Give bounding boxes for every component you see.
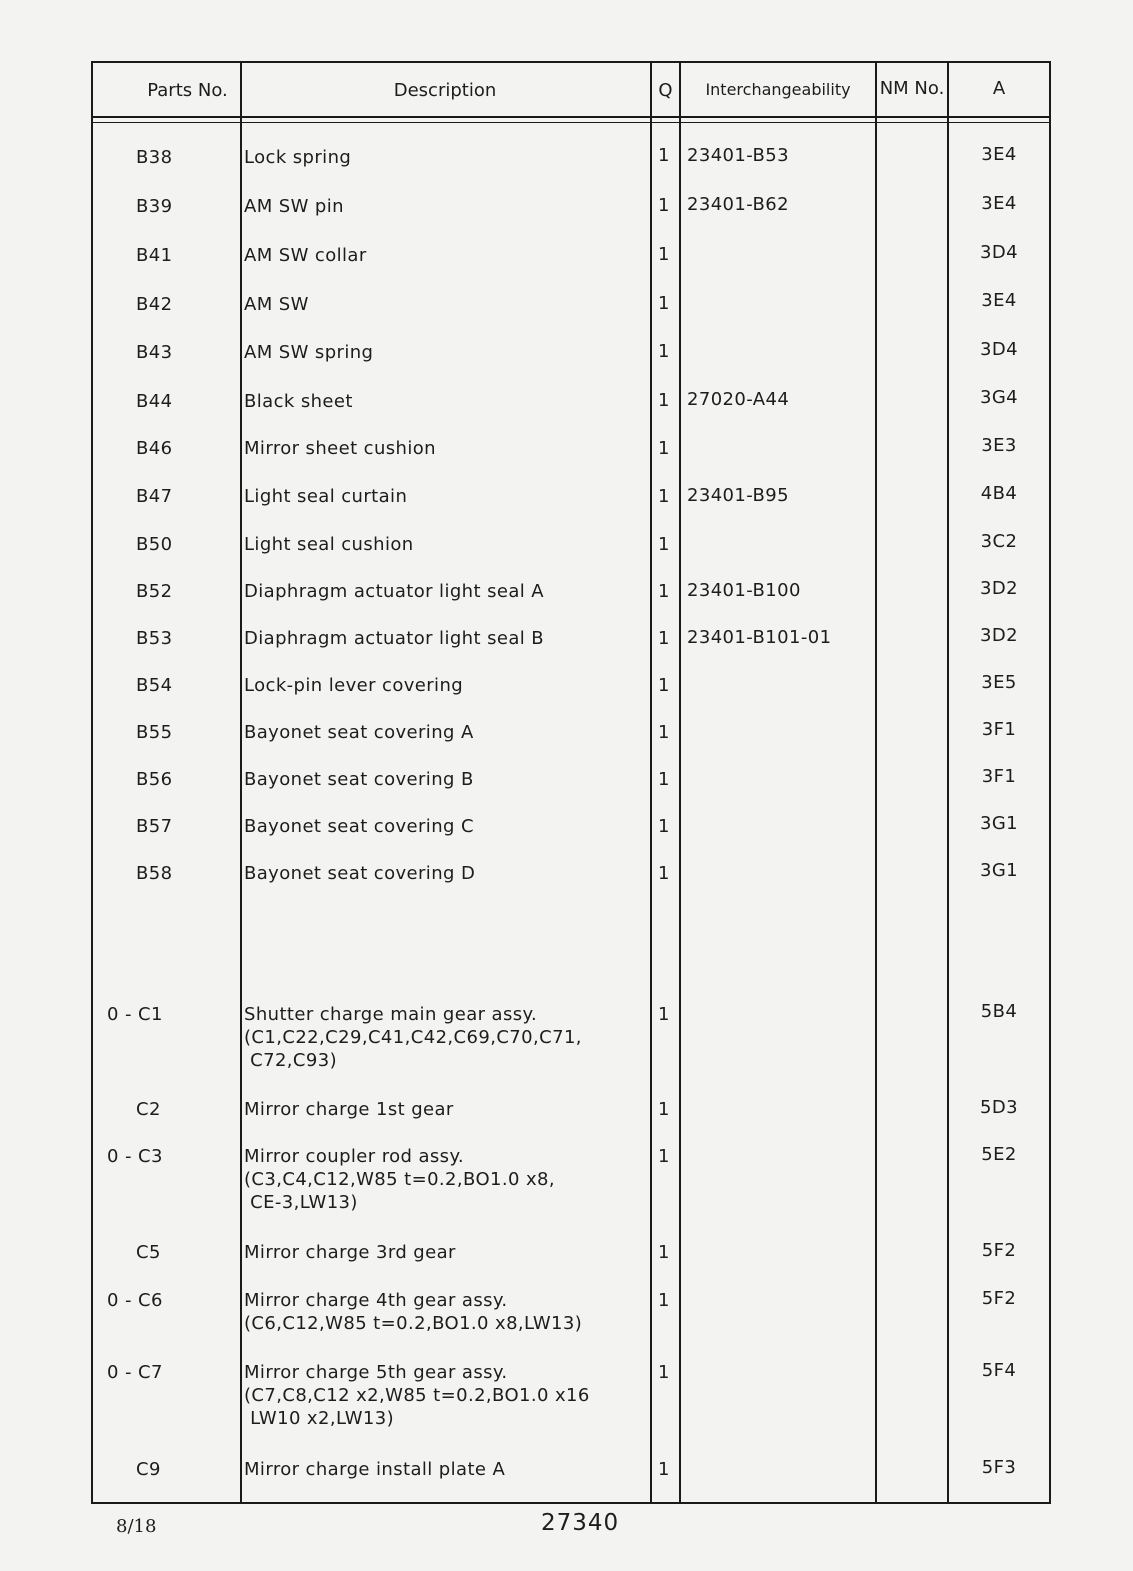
cell-a: 3E4: [981, 290, 1017, 311]
cell-description: AM SW: [244, 294, 309, 315]
cell-description: Mirror sheet cushion: [244, 438, 436, 459]
cell-a: 5F3: [981, 1457, 1017, 1478]
cell-interchangeability: 27020-A44: [687, 389, 790, 410]
cell-description: Light seal cushion: [244, 534, 414, 555]
col-divider-parts-desc: [240, 61, 242, 1504]
cell-description: Bayonet seat covering A: [244, 722, 474, 743]
cell-q: 1: [658, 816, 670, 837]
cell-a: 5E2: [981, 1144, 1017, 1165]
cell-description: Mirror charge 3rd gear: [244, 1242, 456, 1263]
cell-q: 1: [658, 390, 670, 411]
cell-a: 3D2: [980, 578, 1018, 599]
cell-parts-no: B41: [136, 245, 173, 266]
cell-parts-no: B44: [136, 391, 173, 412]
cell-a: 3G1: [979, 860, 1019, 881]
cell-parts-no: 0 - C6: [107, 1290, 163, 1311]
cell-parts-no: B57: [136, 816, 173, 837]
cell-description: Diaphragm actuator light seal A: [244, 581, 544, 602]
cell-q: 1: [658, 1242, 670, 1263]
cell-interchangeability: 23401-B62: [687, 194, 789, 215]
cell-parts-no: B42: [136, 294, 173, 315]
cell-a: 3E5: [981, 672, 1017, 693]
cell-parts-no: B53: [136, 628, 173, 649]
cell-parts-no: B43: [136, 342, 173, 363]
cell-q: 1: [658, 675, 670, 696]
document-code: 27340: [541, 1510, 620, 1536]
cell-q: 1: [658, 244, 670, 265]
cell-a: 3G4: [979, 387, 1019, 408]
cell-a: 3D4: [980, 339, 1018, 360]
cell-q: 1: [658, 1459, 670, 1480]
cell-interchangeability: 23401-B100: [687, 580, 801, 601]
cell-interchangeability: 23401-B101-01: [687, 627, 832, 648]
cell-description: Diaphragm actuator light seal B: [244, 628, 545, 649]
cell-parts-no: B47: [136, 486, 173, 507]
cell-interchangeability: 23401-B53: [687, 145, 789, 166]
cell-q: 1: [658, 486, 670, 507]
col-divider-inter-nm: [875, 61, 877, 1504]
cell-description: Bayonet seat covering D: [244, 863, 476, 884]
cell-a: 5B4: [980, 1001, 1018, 1022]
header-a: A: [992, 78, 1006, 99]
header-double-rule: [91, 122, 1051, 123]
cell-parts-no: B46: [136, 438, 173, 459]
cell-description: Mirror coupler rod assy. (C3,C4,C12,W85 t=0.2,BO1.0 x8, CE-3,LW13): [244, 1146, 555, 1213]
col-divider-q-inter: [679, 61, 681, 1504]
cell-q: 1: [658, 581, 670, 602]
cell-q: 1: [658, 722, 670, 743]
cell-q: 1: [658, 195, 670, 216]
cell-parts-no: C5: [136, 1242, 161, 1263]
cell-a: 3E4: [981, 193, 1017, 214]
cell-description: Mirror charge install plate A: [244, 1459, 506, 1480]
header-nm-no: NM No.: [879, 78, 945, 99]
col-divider-desc-q: [650, 61, 652, 1504]
cell-description: AM SW pin: [244, 196, 344, 217]
cell-q: 1: [658, 145, 670, 166]
cell-q: 1: [658, 341, 670, 362]
cell-parts-no: C2: [136, 1099, 161, 1120]
cell-description: AM SW spring: [244, 342, 374, 363]
header-q: Q: [658, 80, 673, 101]
cell-a: 5F2: [981, 1288, 1017, 1309]
cell-a: 5D3: [980, 1097, 1018, 1118]
cell-parts-no: 0 - C3: [107, 1146, 163, 1167]
cell-a: 3F1: [981, 766, 1017, 787]
cell-parts-no: 0 - C7: [107, 1362, 163, 1383]
cell-a: 5F4: [981, 1360, 1017, 1381]
cell-interchangeability: 23401-B95: [687, 485, 789, 506]
cell-description: AM SW collar: [244, 245, 367, 266]
cell-a: 3C2: [980, 531, 1018, 552]
cell-parts-no: B38: [136, 147, 173, 168]
cell-description: Mirror charge 4th gear assy. (C6,C12,W85 t=0.2,BO1.0 x8,LW13): [244, 1290, 583, 1334]
cell-parts-no: B58: [136, 863, 173, 884]
cell-q: 1: [658, 1099, 670, 1120]
header-description: Description: [393, 80, 497, 101]
cell-parts-no: C9: [136, 1459, 161, 1480]
cell-description: Bayonet seat covering B: [244, 769, 474, 790]
cell-q: 1: [658, 628, 670, 649]
cell-parts-no: B39: [136, 196, 173, 217]
cell-q: 1: [658, 863, 670, 884]
cell-q: 1: [658, 1146, 670, 1167]
header-parts-no: Parts No.: [147, 80, 228, 101]
cell-parts-no: B52: [136, 581, 173, 602]
cell-q: 1: [658, 1290, 670, 1311]
col-divider-left: [91, 61, 93, 1504]
table-bottom-border: [91, 1502, 1051, 1504]
cell-parts-no: B56: [136, 769, 173, 790]
cell-description: Mirror charge 1st gear: [244, 1099, 454, 1120]
cell-description: Light seal curtain: [244, 486, 408, 507]
cell-description: Lock-pin lever covering: [244, 675, 464, 696]
cell-description: Shutter charge main gear assy. (C1,C22,C29,C41,C42,C69,C70,C71, C72,C93): [244, 1004, 582, 1071]
cell-a: 3E4: [981, 144, 1017, 165]
cell-a: 3F1: [981, 719, 1017, 740]
cell-parts-no: 0 - C1: [107, 1004, 163, 1025]
cell-q: 1: [658, 1362, 670, 1383]
cell-q: 1: [658, 769, 670, 790]
cell-description: Bayonet seat covering C: [244, 816, 474, 837]
cell-parts-no: B54: [136, 675, 173, 696]
cell-q: 1: [658, 534, 670, 555]
header-bottom-border: [91, 116, 1051, 118]
col-divider-right: [1049, 61, 1051, 1504]
cell-description: Mirror charge 5th gear assy. (C7,C8,C12 x2,W85 t=0.2,BO1.0 x16 LW10 x2,LW13): [244, 1362, 590, 1429]
cell-a: 3E3: [981, 435, 1017, 456]
table-top-border: [91, 61, 1051, 63]
cell-a: 5F2: [981, 1240, 1017, 1261]
cell-q: 1: [658, 1004, 670, 1025]
cell-q: 1: [658, 438, 670, 459]
cell-description: Black sheet: [244, 391, 353, 412]
cell-parts-no: B50: [136, 534, 173, 555]
page-number: 8/18: [116, 1516, 157, 1537]
cell-a: 3D4: [980, 242, 1018, 263]
cell-q: 1: [658, 293, 670, 314]
cell-description: Lock spring: [244, 147, 352, 168]
cell-a: 3G1: [979, 813, 1019, 834]
cell-a: 4B4: [980, 483, 1018, 504]
header-interchangeability: Interchangeability: [705, 80, 851, 99]
cell-parts-no: B55: [136, 722, 173, 743]
cell-a: 3D2: [980, 625, 1018, 646]
